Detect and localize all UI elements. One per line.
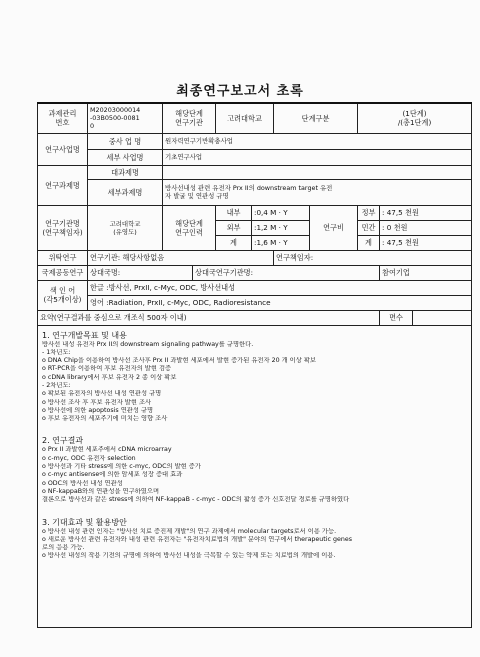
section-2-body: o Prx II 과발현 세포주에서 cDNA microarray o c-myc, ODC 유전자 selection o 방사선과 기타 stress에 의한 c-myc, ODC의 발현 증가 o c-myc antisense에 의한 암세포 성장 증대 효과 o ODC의 방사선 내성 연관성 o NF-kappaB와의 연관성을 연구하였으며 결론으로 방사선과 같은 stress에 의하여 NF-kappaB - c-myc - ODC의 활성 증가 신호전달 경로를 규명하였다 xyxy=(42,446,350,504)
keywords-korean: 한글 :방사선, PrxII, c-Myc, ODC, 방사선내성 xyxy=(88,280,472,295)
main-topic-value xyxy=(163,165,472,179)
detail-topic-label: 세부과제명 xyxy=(88,179,163,205)
mid-project-value: 원자력연구기반확충사업 xyxy=(163,133,472,149)
summary-label: 요약(연구결과를 중심으로 개조식 500자 이내) xyxy=(38,310,380,325)
intl-partner: 상대국명: xyxy=(88,265,193,280)
staff-total-label: 계 xyxy=(216,235,252,250)
intl-partner-org: 상대국연구기관명: xyxy=(193,265,380,280)
section-2-title: 2. 연구결과 xyxy=(42,436,84,446)
staff-label: 해당단계 연구인력 xyxy=(163,205,216,250)
summary-body xyxy=(38,325,472,627)
stage-agency-value: 고려대학교 xyxy=(216,103,274,133)
pages-value xyxy=(413,310,472,325)
fund-label: 연구비 xyxy=(310,205,358,250)
keywords-label: 색 인 어 (각5개이상) xyxy=(38,280,88,310)
project-label: 연구사업명 xyxy=(38,133,88,165)
delegation-label: 위탁연구 xyxy=(38,250,88,265)
topic-label: 연구과제명 xyxy=(38,165,88,205)
staff-external-value: :1,2 M · Y xyxy=(252,220,310,235)
abstract-table xyxy=(37,102,472,628)
section-1-body: 방사선 내성 유전자 Prx II의 downstream signaling pathway를 규명한다. - 1차년도: o DNA Chip을 이용하여 방사선 조사후 Prx II 과발현 세포에서 발현 증가된 유전자 20 개 이상 확보 o RT-PCR을 이용하여 후보 유전자의 발현 검증 o cDNA library에서 후보 유전자 2 종 이상 확보 - 2차년도: o 확보된 유전자의 방사선 내성 연관성 규명 o 방사선 조사 후 후보 유전자 발현 조사 o 방사선에 의한 apoptosis 연관성 규명 o 후보 유전자의 세포주기에 미치는 영향 조사 xyxy=(42,340,317,423)
delegation-lead: 연구책임자: xyxy=(274,250,472,265)
fund-private-value: : 0 천원 xyxy=(380,220,472,235)
keywords-english: 영어 :Radiation, PrxII, c-Myc, ODC, Radioresistance xyxy=(88,295,472,310)
org-label: 연구기관명 (연구책임자) xyxy=(38,205,88,250)
fund-gov-value: : 47,5 천원 xyxy=(380,205,472,220)
intl-firm: 참여기업 xyxy=(380,265,472,280)
section-3-body: o 방사선 내성 관련 인자는 "방사선 치료 증진제 개발"의 연구 과제에서 molecular targets로서 이용 가능. o 새로운 방사선 관련 유전자와 내성 관련 유전자는 "유전자치료법의 개발" 분야의 연구에서 therapeutic genes 로의 응용 가능. o 방사선 내성의 작용 기전의 규명에 의하여 방사선 내성을 극복할 수 있는 약제 또는 치료법의 개발에 이용. xyxy=(42,527,352,560)
pages-label: 면수 xyxy=(380,310,413,325)
fund-gov-label: 정부 xyxy=(358,205,380,220)
detail-topic-value: 방사선내성 관련 유전자 Prx II의 downstream target 유전 자 발굴 및 연관성 규명 xyxy=(163,179,472,205)
fund-total-value: : 47,5 천원 xyxy=(380,235,472,250)
sub-project-value: 기초연구사업 xyxy=(163,149,472,165)
page-title: 최종연구보고서 초록 xyxy=(176,84,304,99)
stage-agency-label: 해당단계 연구기관 xyxy=(163,103,216,133)
staff-internal-label: 내부 xyxy=(216,205,252,220)
mid-project-label: 중사 업 명 xyxy=(88,133,163,149)
fund-private-label: 민간 xyxy=(358,220,380,235)
org-value: 고려대학교 (유영도) xyxy=(88,205,163,250)
main-topic-label: 대과제명 xyxy=(88,165,163,179)
staff-total-value: :1,6 M · Y xyxy=(252,235,310,250)
delegation-org: 연구기관: 해당사항없음 xyxy=(88,250,274,265)
section-3-title: 3. 기대효과 및 활용방안 xyxy=(42,517,127,527)
fund-total-label: 계 xyxy=(358,235,380,250)
stage-label: 단계구분 xyxy=(274,103,358,133)
project-id-value: M20203000014 -03B0500-0081 0 xyxy=(88,103,163,133)
staff-external-label: 외부 xyxy=(216,220,252,235)
intl-label: 국제공동연구 xyxy=(38,265,88,280)
sub-project-label: 세부 사업명 xyxy=(88,149,163,165)
staff-internal-value: :0,4 M · Y xyxy=(252,205,310,220)
stage-value: (1단계) /(총1단계) xyxy=(358,103,472,133)
section-1-title: 1. 연구개발목표 및 내용 xyxy=(42,330,127,340)
project-id-label: 과제관리 번호 xyxy=(38,103,88,133)
